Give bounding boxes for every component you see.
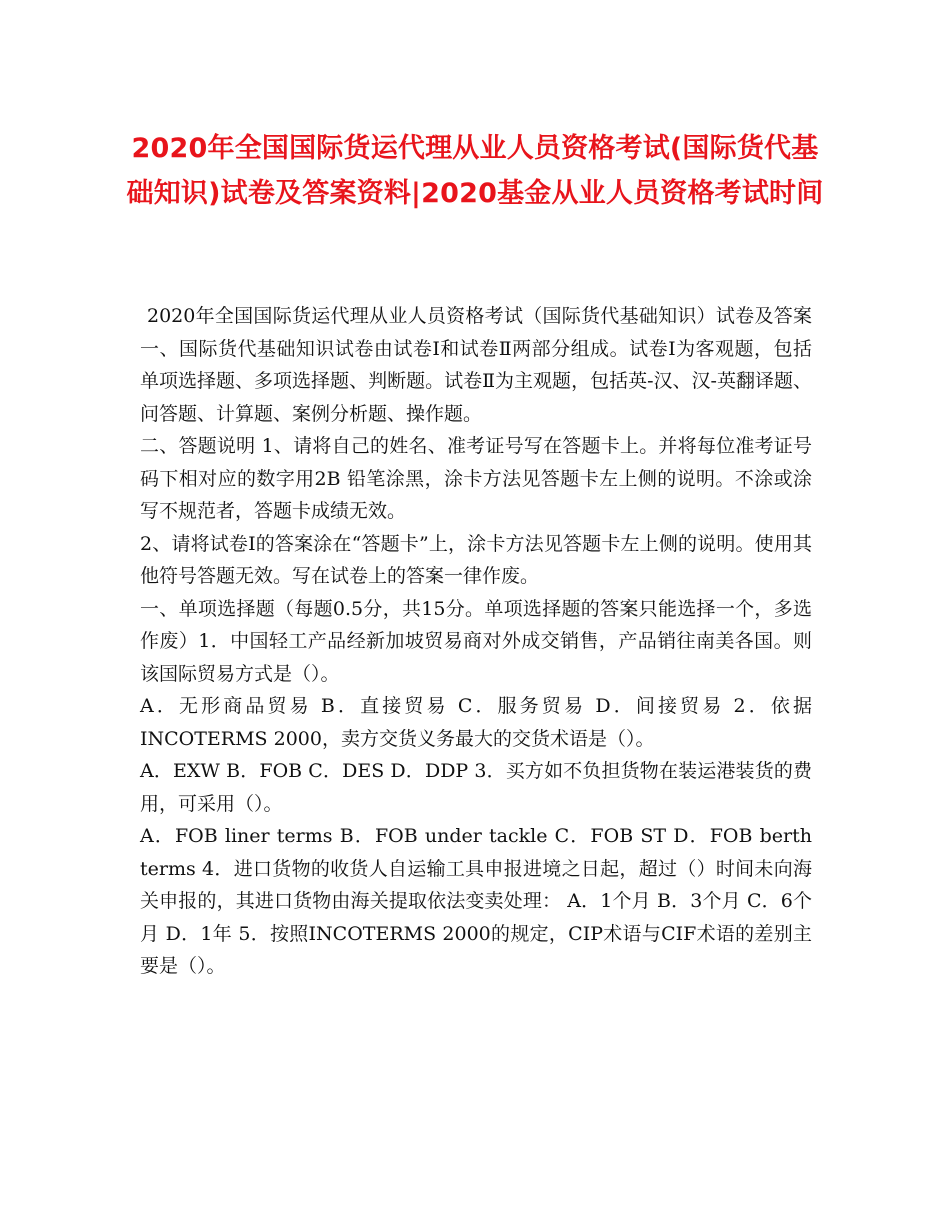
- paragraph-single-choice-q1: 一、单项选择题（每题0.5分，共15分。单项选择题的答案只能选择一个，多选作废）1．中国轻工产品经新加坡贸易商对外成交销售，产品销往南美各国。则该国际贸易方式是（）。: [140, 597, 812, 685]
- document-title: 2020年全国国际货运代理从业人员资格考试(国际货代基础知识)试卷及答案资料|2020基金从业人员资格考试时间: [126, 133, 824, 209]
- paragraph-q3-options-q4-q5: A．FOB liner terms B．FOB under tackle C．FOB ST D．FOB berth terms 4．进口货物的收货人自运输工具申报进境之日起，超过（）时间未向海关申报的，其进口货物由海关提取依法变卖处理： A．1个月 B．3个月 C．6个月 D．1年 5．按照INCOTERMS 2000的规定，CIP术语与CIF术语的差别主要是（）。: [140, 825, 812, 977]
- paragraph-instructions: 二、答题说明 1、请将自己的姓名、准考证号写在答题卡上。并将每位准考证号码下相对应的数字用2B 铅笔涂黑，涂卡方法见答题卡左上侧的说明。不涂或涂写不规范者，答题卡成绩无效。: [140, 435, 812, 522]
- paragraph-intro: 2020年全国国际货运代理从业人员资格考试（国际货代基础知识）试卷及答案 一、国际货代基础知识试卷由试卷Ⅰ和试卷Ⅱ两部分组成。试卷Ⅰ为客观题，包括单项选择题、多项选择题、判断题。试卷Ⅱ为主观题，包括英-汉、汉-英翻译题、问答题、计算题、案例分析题、操作题。: [140, 305, 812, 425]
- paragraph-q1-options-q2: A．无形商品贸易 B．直接贸易 C．服务贸易 D．间接贸易 2．依据INCOTERMS 2000，卖方交货义务最大的交货术语是（）。: [140, 695, 812, 750]
- document-body: [140, 300, 812, 983]
- paragraph-q2-options-q3: A．EXW B．FOB C．DES D．DDP 3．买方如不负担货物在装运港装货的费用，可采用（）。: [140, 760, 812, 815]
- paragraph-answer-card: 2、请将试卷Ⅰ的答案涂在“答题卡”上，涂卡方法见答题卡左上侧的说明。使用其他符号答题无效。写在试卷上的答案一律作废。: [140, 532, 812, 587]
